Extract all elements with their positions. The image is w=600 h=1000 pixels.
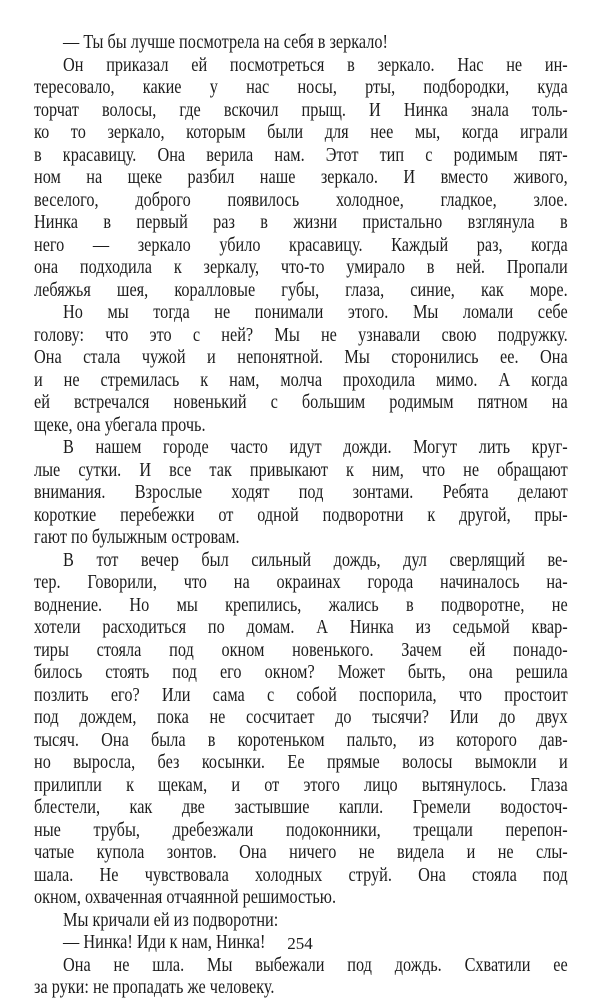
text-line: голову: что это с ней? Мы не узнавали свою подружку. <box>34 324 568 346</box>
text-line: Она не шла. Мы выбежали под дождь. Схватили ее <box>63 954 568 976</box>
text-line: ей встречался новенький с большим родимым пятном на <box>34 392 568 413</box>
text-line: чатые купола зонтов. Она ничего не видела и не слы- <box>34 842 568 863</box>
text-line: — Нинка! Иди к нам, Нинка! <box>63 932 266 953</box>
text-line: Но мы тогда не понимали этого. Мы ломали себе <box>63 302 568 323</box>
text-line: за руки: не пропадать же человеку. <box>34 977 275 998</box>
page-text <box>34 32 568 1000</box>
text-line: блестели, как две застывшие капли. Гремели водосточ- <box>34 797 568 818</box>
text-line: воднение. Но мы крепились, жались в подворотне, не <box>34 594 568 616</box>
text-line: и не стремилась к нам, молча проходила мимо. А когда <box>34 369 568 391</box>
text-line: тысяч. Она была в коротеньком пальто, из которого дав- <box>34 729 568 751</box>
text-line: ко то зеркало, которым были для нее мы, когда играли <box>34 122 568 143</box>
text-line: лебяжья шея, коралловые губы, глаза, синие, как море. <box>34 279 568 301</box>
text-line: прилипли к щекам, и от этого лицо вытянулось. Глаза <box>34 774 568 796</box>
text-line: позлить его? Или сама с собой поспорила, что простоит <box>34 684 568 706</box>
text-line: шала. Не чувствовала холодных струй. Она стояла под <box>34 864 568 886</box>
text-line: Мы кричали ей из подворотни: <box>63 909 279 931</box>
text-line: Нинка в первый раз в жизни пристально взглянула в <box>34 212 568 233</box>
text-line: Она стала чужой и непонятной. Мы сторонились ее. Она <box>34 347 568 368</box>
text-line: лые сутки. И все так привыкают к ним, что не обращают <box>34 459 568 481</box>
text-line: под дождем, пока не сосчитает до тысячи? Или до двух <box>34 707 568 728</box>
text-line: щеке, она убегала прочь. <box>34 414 206 436</box>
page-number: 254 <box>287 934 313 953</box>
text-line: тересовало, какие у нас носы, рты, подбородки, куда <box>34 77 568 98</box>
text-line: ные трубы, дребезжали подоконники, трещали перепон- <box>34 819 568 841</box>
text-line: В тот вечер был сильный дождь, дул сверлящий ве- <box>63 549 568 571</box>
text-line: ном на щеке разбил наше зеркало. И вместо живого, <box>34 167 568 188</box>
text-line: тиры стояла под окном новенького. Зачем ей понадо- <box>34 639 568 661</box>
text-line: хотели расходиться по домам. А Нинка из седьмой квар- <box>34 617 568 638</box>
text-line: него — зеркало убило красавицу. Каждый раз, когда <box>34 234 568 256</box>
text-line: она подходила к зеркалу, что-то умирало в ней. Пропали <box>34 257 568 278</box>
text-line: билось стоять под его окном? Может быть, она решила <box>34 662 568 683</box>
text-line: — Ты бы лучше посмотрела на себя в зеркало! <box>63 32 388 53</box>
text-line: В нашем городе часто идут дожди. Могут лить круг- <box>63 437 568 458</box>
text-line: веселого, доброго появилось холодное, гладкое, злое. <box>34 189 568 211</box>
text-line: окном, охваченная отчаянной решимостью. <box>34 887 337 908</box>
text-line: но выросла, без косынки. Ее прямые волосы вымокли и <box>34 752 568 773</box>
text-line: короткие перебежки от одной подворотни к другой, пры- <box>34 504 568 526</box>
text-line: гают по булыжным островам. <box>34 527 240 548</box>
text-line: в красавицу. Она верила нам. Этот тип с родимым пят- <box>34 144 568 166</box>
text-line: внимания. Взрослые ходят под зонтами. Ребята делают <box>34 482 568 503</box>
text-line: торчат волосы, где вскочил прыщ. И Нинка знала толь- <box>34 99 568 121</box>
text-line: тер. Говорили, что на окраинах города начиналось на- <box>34 572 568 593</box>
text-line: Он приказал ей посмотреться в зеркало. Нас не ин- <box>63 54 568 76</box>
